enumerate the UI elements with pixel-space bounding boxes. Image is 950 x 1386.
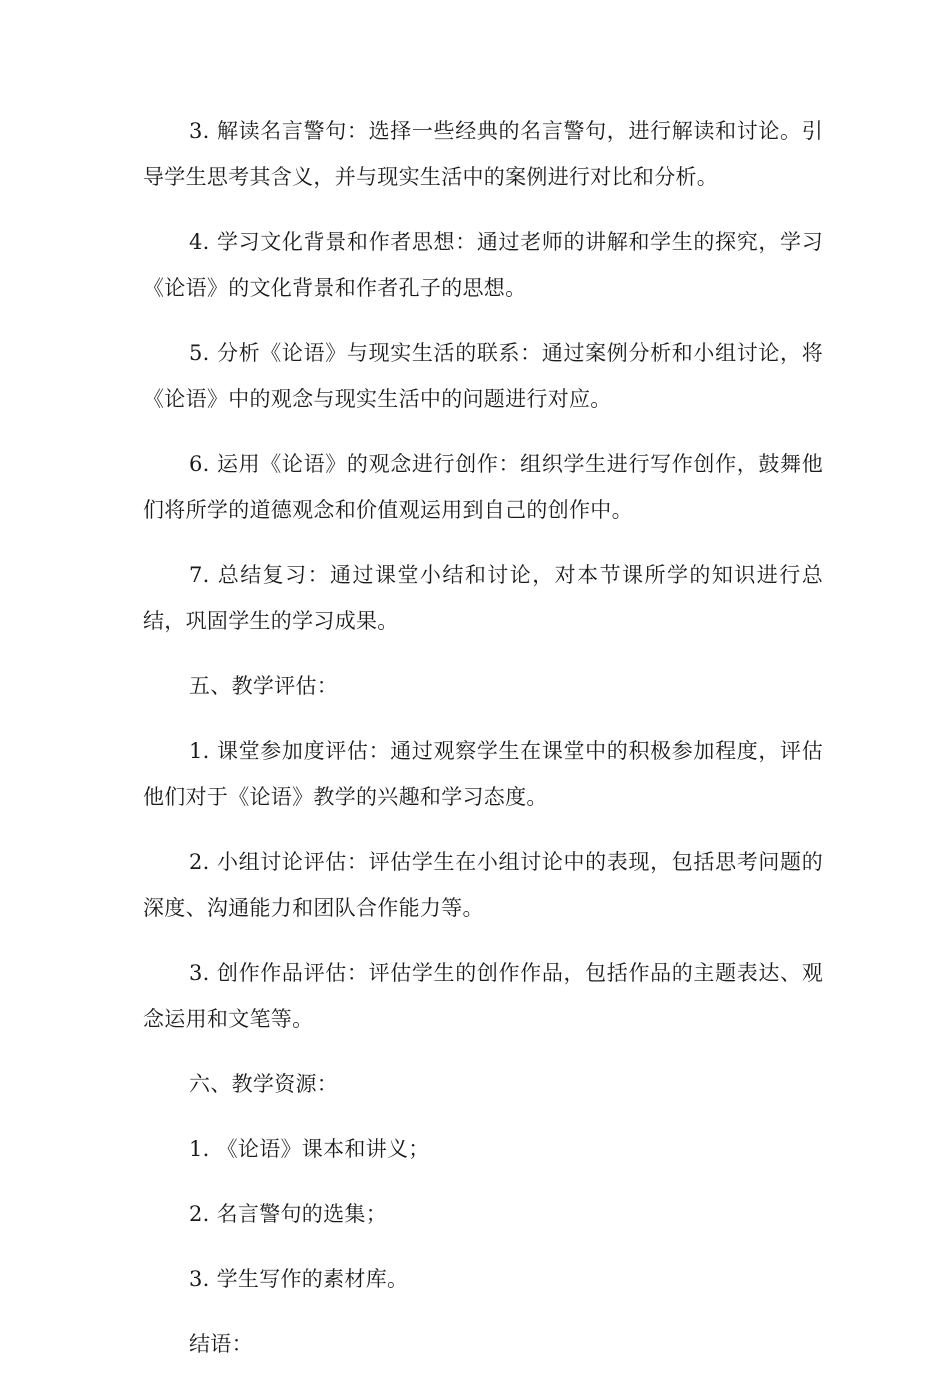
paragraph-step-5: 5. 分析《论语》与现实生活的联系：通过案例分析和小组讨论，将《论语》中的观念与现实生活中的问题进行对应。: [143, 341, 823, 411]
paragraph-eval-2: 2. 小组讨论评估：评估学生在小组讨论中的表现，包括思考问题的深度、沟通能力和团队合作能力等。: [143, 850, 823, 920]
list-item-resource-1: 1. 《论语》课本和讲义；: [189, 1137, 430, 1161]
list-item-resource-2: 2. 名言警句的选集；: [189, 1202, 388, 1226]
paragraph-step-6: 6. 运用《论语》的观念进行创作：组织学生进行写作创作，鼓舞他们将所学的道德观念和价值观运用到自己的创作中。: [143, 452, 823, 522]
document-body: [143, 108, 823, 1386]
section-heading-resources: 六、教学资源：: [189, 1072, 339, 1096]
paragraph-eval-3: 3. 创作作品评估：评估学生的创作作品，包括作品的主题表达、观念运用和文笔等。: [143, 961, 823, 1031]
section-heading-evaluation: 五、教学评估：: [189, 674, 339, 698]
paragraph-step-3: 3. 解读名言警句：选择一些经典的名言警句，进行解读和讨论。引导学生思考其含义，并与现实生活中的案例进行对比和分析。: [143, 119, 823, 189]
section-heading-conclusion: 结语：: [189, 1332, 253, 1356]
paragraph-step-4: 4. 学习文化背景和作者思想：通过老师的讲解和学生的探究，学习《论语》的文化背景和作者孔子的思想。: [143, 230, 823, 300]
paragraph-eval-1: 1. 课堂参加度评估：通过观察学生在课堂中的积极参加程度，评估他们对于《论语》教学的兴趣和学习态度。: [143, 739, 823, 809]
paragraph-step-7: 7. 总结复习：通过课堂小结和讨论，对本节课所学的知识进行总结，巩固学生的学习成果。: [143, 563, 823, 633]
list-item-resource-3: 3. 学生写作的素材库。: [189, 1267, 409, 1291]
